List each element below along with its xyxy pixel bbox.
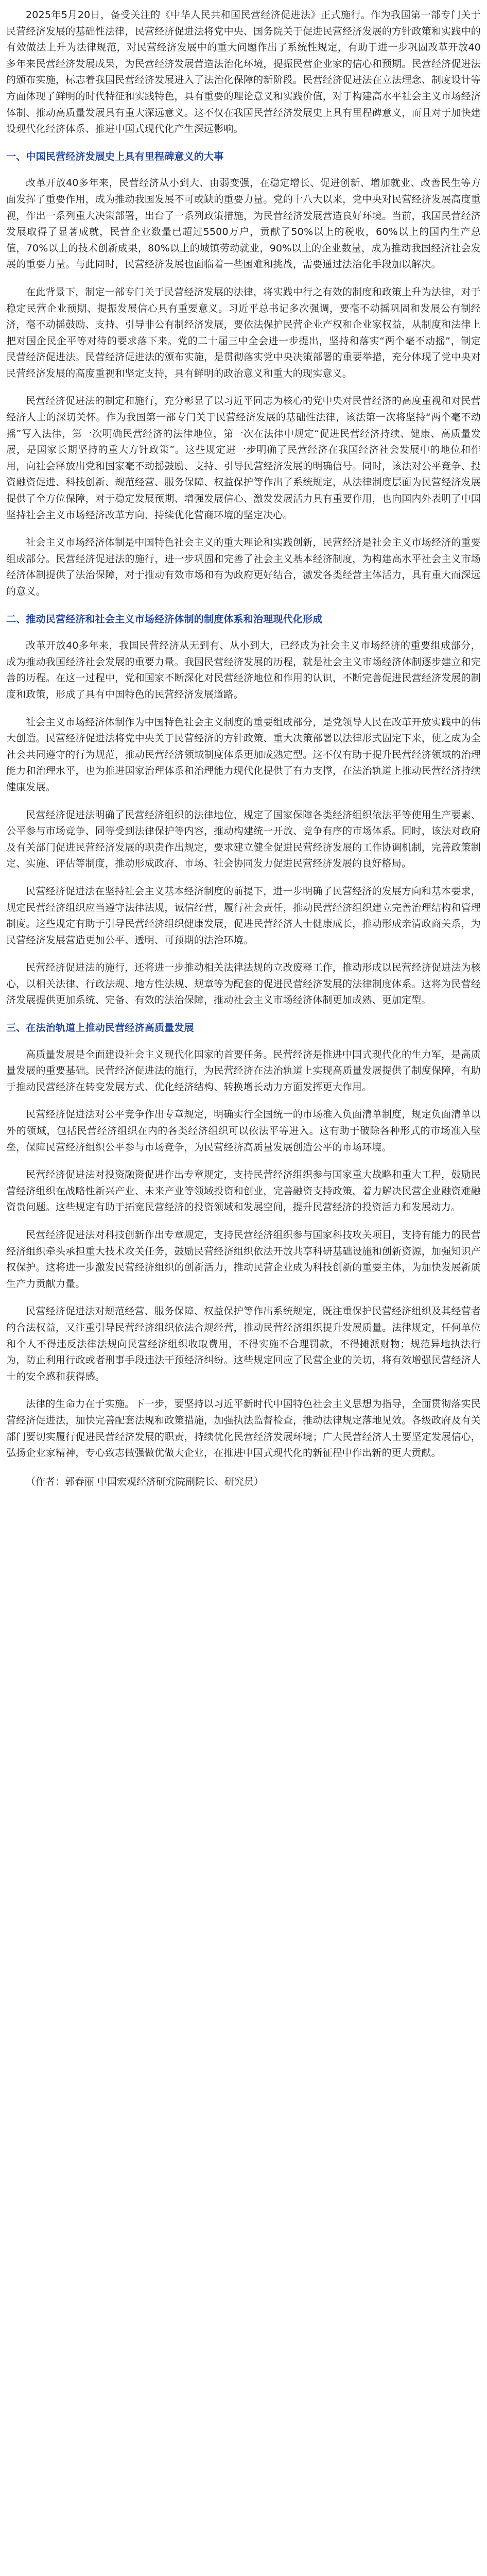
paragraph: 民营经济促进法的制定和施行，充分彰显了以习近平同志为核心的党中央对民营经济的高度重视和对民营经济人士的深切关怀。作为我国第一部专门关于民营经济发展的基础性法律，该法第一次将坚持“两个毫不动摇”写入法律，第一次明确民营经济的法律地位，第一次在法律中规定“促进民营经济持续、健康、高质量发展，是国家长期坚持的重大方针政策”。这些规定进一步明确了民营经济在我国经济社会发展中的地位和作用，向社会释放出党和国家毫不动摇鼓励、支持、引导民营经济发展的明确信号。同时，该法对公平竞争、投资融资促进、科技创新、规范经营、服务保障、权益保护等作出了系统规定，从法律制度层面为民营经济发展提供了全方位保障，对于稳定发展预期、增强发展信心、激发发展活力具有重要作用，也向国内外表明了中国坚持社会主义市场经济改革方向、持续优化营商环境的坚定决心。 [6,395,481,521]
paragraph: 民营经济促进法在坚持社会主义基本经济制度的前提下，进一步明确了民营经济的发展方向和基本要求，规定民营经济组织应当遵守法律法规，诚信经营，履行社会责任，推动民营经济组织建立完善治理结构和管理制度。这些规定有助于引导民营经济组织健康发展，促进民营经济人士健康成长，推动形成亲清政商关系，为民营经济发展营造更加公平、透明、可预期的法治环境。 [6,885,481,946]
article-intro [6,7,481,138]
section-heading: 一、中国民营经济发展史上具有里程碑意义的大事 [6,150,224,162]
section-heading: 二、推动民营经济和社会主义市场经济体制的制度体系和治理现代化形成 [6,613,323,625]
paragraph: 民营经济促进法明确了民营经济组织的法律地位，规定了国家保障各类经济组织依法平等使用生产要素、公平参与市场竞争、同等受到法律保护等内容，推动构建统一开放、竞争有序的市场体系。同时，该法对政府及有关部门促进民营经济发展的职责作出规定，要求建立健全促进民营经济发展的工作协调机制，完善政策制定、实施、评估等制度，推动形成政府、市场、社会协同发力促进民营经济发展的良好格局。 [6,809,481,870]
paragraph: 高质量发展是全面建设社会主义现代化国家的首要任务。民营经济是推进中国式现代化的生力军，是高质量发展的重要基础。民营经济促进法的施行，为民营经济在法治轨道上实现高质量发展提供了制度保障，有助于推动民营经济在转变发展方式、优化经济结构、转换增长动力方面发挥更大作用。 [6,1048,481,1093]
paragraph: 民营经济促进法对公平竞争作出专章规定，明确实行全国统一的市场准入负面清单制度，规定负面清单以外的领域，包括民营经济组织在内的各类经济组织可以依法平等进入。这有助于破除各种形式的市场准入壁垒，保障民营经济组织公平参与市场竞争，为民营经济高质量发展创造公平的市场环境。 [6,1109,481,1153]
paragraph: 社会主义市场经济体制作为中国特色社会主义制度的重要组成部分，是党领导人民在改革开放实践中的伟大创造。民营经济促进法将党中央关于民营经济的方针政策、重大决策部署以法律形式固定下来，使之成为全社会共同遵守的行为规范，推动民营经济领域制度体系更加成熟定型。这不仅有助于提升民营经济领域的治理能力和治理水平，也为推进国家治理体系和治理能力现代化提供了有力支撑，在法治轨道上推动民营经济持续健康发展。 [6,716,481,793]
paragraph: 改革开放40多年来，民营经济从小到大、由弱变强，在稳定增长、促进创新、增加就业、改善民生等方面发挥了重要作用，成为推动我国发展不可或缺的重要力量。党的十八大以来，党中央对民营经济发展高度重视，作出一系列重大决策部署，出台了一系列政策措施，为民营经济发展营造良好环境。当前，我国民营经济发展取得了显著成就，民营企业数量已超过5500万户，贡献了50%以上的税收，60%以上的国内生产总值，70%以上的技术创新成果，80%以上的城镇劳动就业，90%以上的企业数量，成为推动我国经济社会发展的重要力量。与此同时，民营经济发展也面临着一些困难和挑战，需要通过法治化手段加以解决。 [6,177,481,270]
article-section [6,612,481,1009]
article-section [6,149,481,600]
paragraph: 民营经济促进法对科技创新作出专章规定，支持民营经济组织参与国家科技攻关项目，支持有能力的民营经济组织牵头承担重大技术攻关任务，鼓励民营经济组织依法开放共享科研基础设施和创新资源，加强知识产权保护。这将进一步激发民营经济组织的创新活力，推动民营企业成为科技创新的重要主体，为加快发展新质生产力贡献力量。 [6,1229,481,1290]
paragraph: 在此背景下，制定一部专门关于民营经济发展的法律，将实践中行之有效的制度和政策上升为法律，对于稳定民营企业预期、提振发展信心具有重要意义。习近平总书记多次强调，要毫不动摇巩固和发展公有制经济，毫不动摇鼓励、支持、引导非公有制经济发展，要依法保护民营企业产权和企业家权益，从制度和法律上把对国企民企平等对待的要求落下来。党的二十届三中全会进一步提出，坚持和落实“两个毫不动摇”，制定民营经济促进法。民营经济促进法的颁布实施，是贯彻落实党中央决策部署的重要举措，充分体现了党中央对民营经济发展的高度重视和坚定支持，具有鲜明的政治意义和重大的现实意义。 [6,286,481,379]
paragraph: 民营经济促进法对规范经营、服务保障、权益保护等作出系统规定，既注重保护民营经济组织及其经营者的合法权益，又注重引导民营经济组织依法合规经营，推动民营经济组织提升发展质量。法律规定，任何单位和个人不得违反法律法规向民营经济组织收取费用，不得实施不合理罚款，不得摊派财物；规范异地执法行为，防止利用行政或者刑事手段违法干预经济纠纷。这些规定回应了民营企业的关切，将有效增强民营经济人士的安全感和获得感。 [6,1306,481,1382]
author-line: （作者：郭春丽 中国宏观经济研究院副院长、研究员） [26,1476,264,1487]
article-body [6,149,481,1462]
paragraph: 民营经济促进法对投资融资促进作出专章规定，支持民营经济组织参与国家重大战略和重大工程，鼓励民营经济组织在战略性新兴产业、未来产业等领域投资和创业，完善融资支持政策，着力解决民营企业融资难融资贵问题。这些规定有助于拓宽民营经济的投资领域和发展空间，提升民营经济的投资活力和发展动力。 [6,1169,481,1213]
paragraph: 2025年5月20日，备受关注的《中华人民共和国民营经济促进法》正式施行。作为我国第一部专门关于民营经济发展的基础性法律，民营经济促进法将党中央、国务院关于促进民营经济发展的方针政策和实践中的有效做法上升为法律规范，对民营经济发展中的重大问题作出了系统性规定，有助于进一步巩固改革开放40多年来民营经济发展成果，为民营经济发展营造法治化环境，提振民营企业家的信心和预期。民营经济促进法的颁布实施，标志着我国民营经济发展进入了法治化保障的新阶段。民营经济促进法在立法理念、制度设计等方面体现了鲜明的时代特征和实践特色，具有重要的理论意义和实践价值，对于构建高水平社会主义市场经济体制、推动高质量发展具有重大深远意义。这不仅在我国民营经济发展史上具有里程碑意义，而且对于加快建设现代化经济体系、推进中国式现代化产生深远影响。 [6,9,481,135]
paragraph: 社会主义市场经济体制是中国特色社会主义的重大理论和实践创新，民营经济是社会主义市场经济的重要组成部分。民营经济促进法的施行，进一步巩固和完善了社会主义基本经济制度，为构建高水平社会主义市场经济体制提供了法治保障，对于推动有效市场和有为政府更好结合，激发各类经营主体活力，具有重大而深远的意义。 [6,537,481,597]
section-heading: 三、在法治轨道上推动民营经济高质量发展 [6,1022,194,1034]
paragraph: 民营经济促进法的施行，还将进一步推动相关法律法规的立改废释工作，推动形成以民营经济促进法为核心，以相关法律、行政法规、地方性法规、规章等为配套的促进民营经济发展的法律制度体系。这将为民营经济发展提供更加系统、完备、有效的法治保障，推动社会主义市场经济体制更加成熟、更加定型。 [6,962,481,1006]
paragraph: 法律的生命力在于实施。下一步，要坚持以习近平新时代中国特色社会主义思想为指导，全面贯彻落实民营经济促进法，加快完善配套法规和政策措施，加强执法监督检查，推动法律规定落地见效。各级政府及有关部门要切实履行促进民营经济发展的职责，持续优化民营经济发展环境；广大民营经济人士要坚定发展信心，弘扬企业家精神，专心致志做强做优做大企业，在推进中国式现代化的新征程中作出新的更大贡献。 [6,1398,481,1459]
paragraph: 改革开放40多年来，我国民营经济从无到有、从小到大，已经成为社会主义市场经济的重要组成部分，成为推动我国经济社会发展的重要力量。我国民营经济发展的历程，就是社会主义市场经济体制逐步建立和完善的历程。在这一过程中，党和国家不断深化对民营经济地位和作用的认识，不断完善促进民营经济发展的制度和政策，形成了具有中国特色的民营经济发展道路。 [6,640,481,700]
article-section [6,1020,481,1462]
